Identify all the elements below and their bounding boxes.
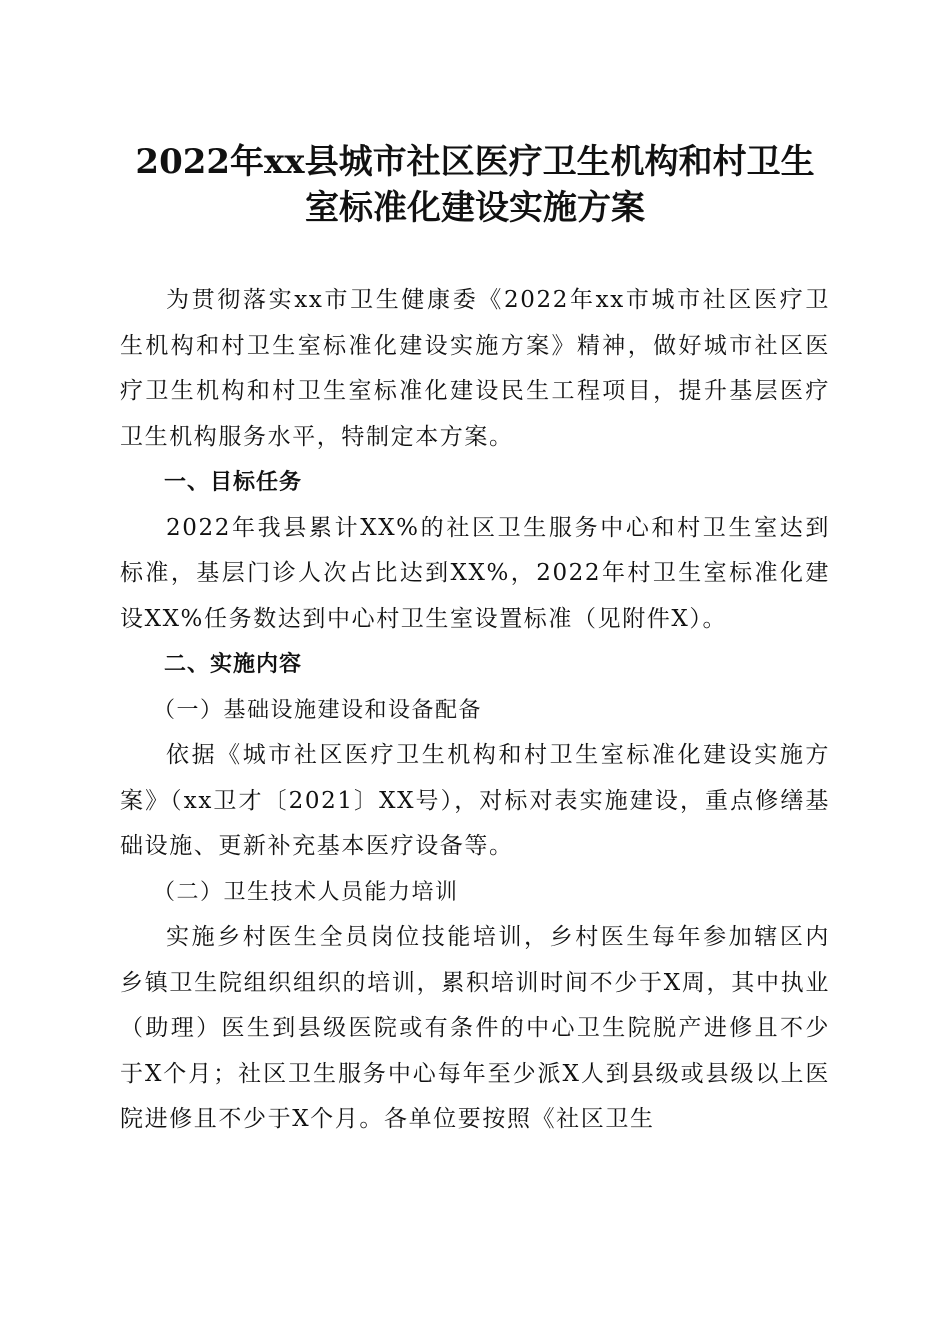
- section-heading-goals: 一、目标任务: [164, 470, 303, 495]
- section-heading-content: 二、实施内容: [164, 652, 303, 677]
- intro-paragraph: 为贯彻落实xx市卫生健康委《2022年xx市城市社区医疗卫生机构和村卫生室标准化建设实施方案》精神，做好城市社区医疗卫生机构和村卫生室标准化建设民生工程项目，提升基层医疗卫生机构服务水平，特制定本方案。: [120, 287, 830, 450]
- subsection-heading-infrastructure: （一）基础设施建设和设备配备: [153, 697, 483, 723]
- infrastructure-paragraph: 依据《城市社区医疗卫生机构和村卫生室标准化建设实施方案》（xx卫才〔2021〕XX号），对标对表实施建设，重点修缮基础设施、更新补充基本医疗设备等。: [120, 742, 830, 859]
- subsection-heading-training: （二）卫生技术人员能力培训: [153, 879, 459, 905]
- goals-paragraph: 2022年我县累计XX%的社区卫生服务中心和村卫生室达到标准，基层门诊人次占比达到XX%，2022年村卫生室标准化建设XX%任务数达到中心村卫生室设置标准（见附件X）。: [120, 514, 830, 632]
- document-body: [120, 278, 830, 1143]
- document-title-line-2: 室标准化建设实施方案: [305, 188, 645, 228]
- training-paragraph: 实施乡村医生全员岗位技能培训，乡村医生每年参加辖区内乡镇卫生院组织组织的培训，累积培训时间不少于X周，其中执业（助理）医生到县级医院或有条件的中心卫生院脱产进修且不少于X个月；社区卫生服务中心每年至少派X人到县级或县级以上医院进修且不少于X个月。各单位要按照《社区卫生: [120, 924, 830, 1132]
- document-title-line-1: 2022年xx县城市社区医疗卫生机构和村卫生: [135, 142, 815, 182]
